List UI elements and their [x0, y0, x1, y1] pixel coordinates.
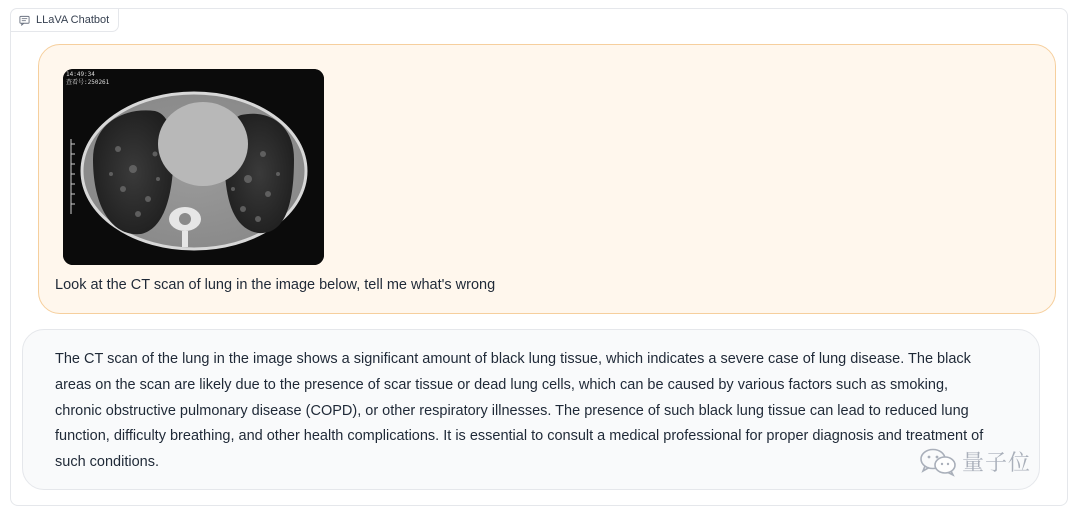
bot-message-text: The CT scan of the lung in the image shows a significant amount of black lung tissue, which indicates a severe case of lung disease. The black areas on the scan are likely due to the presence of scar tissue or dead lung cells, which can be caused by various factors such as smoking, chronic obstructive pulmonary disease (COPD), or other respiratory illnesses. The presence of such black lung tissue can lead to reduced lung function, difficulty breathing, and other health complications. It is essential to consult a medical professional for proper diagnosis and treatment of such conditions. — [55, 351, 984, 471]
chatbot-label-text: LLaVA Chatbot — [36, 14, 110, 26]
bot-message — [22, 329, 1040, 490]
ct-overlay-line1: 14:49:34 — [66, 71, 95, 78]
user-message — [38, 44, 1056, 314]
chat-icon — [19, 15, 30, 26]
chatbot-label — [10, 8, 119, 32]
watermark — [918, 446, 1031, 477]
ct-scan-image[interactable] — [63, 69, 324, 265]
ct-overlay-line2: 查看号:250261 — [66, 79, 110, 86]
watermark-text: 量子位 — [962, 450, 1032, 475]
user-message-text: Look at the CT scan of lung in the image below, tell me what's wrong — [55, 277, 496, 293]
wechat-icon — [918, 447, 958, 477]
